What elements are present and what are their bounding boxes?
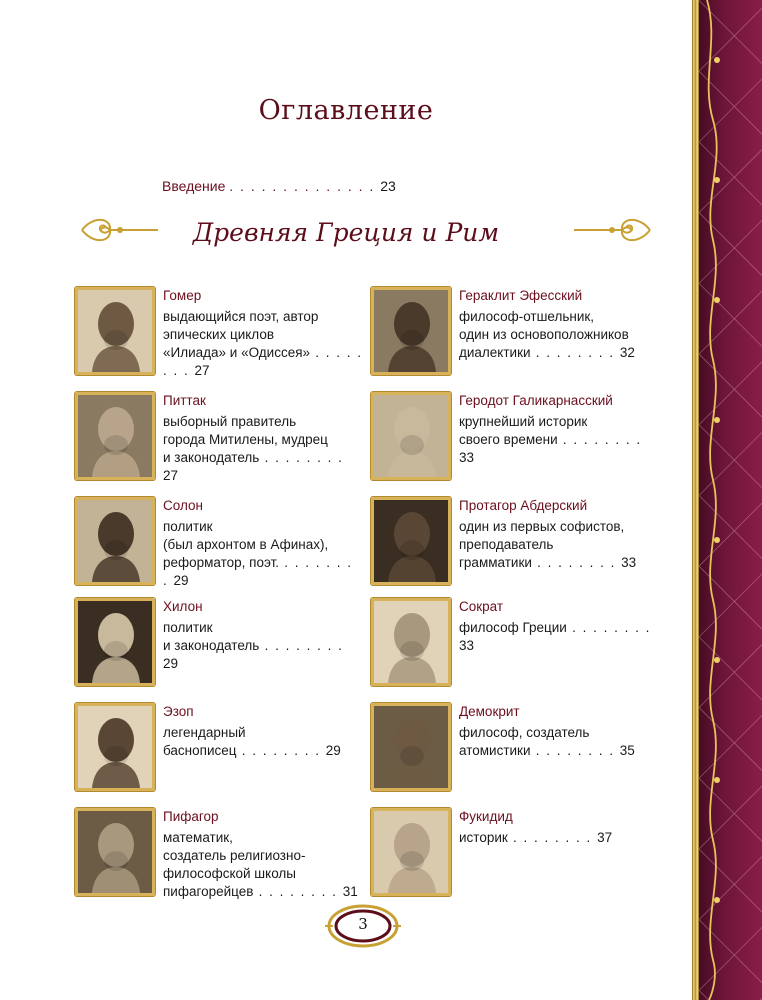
- entry-text: [459, 287, 659, 362]
- dot-leader: . . . . . . . .: [507, 830, 598, 845]
- entry-name: Сократ: [459, 599, 504, 614]
- entry-name: Солон: [163, 498, 203, 513]
- entry-page-number: 33: [459, 450, 475, 465]
- entry-text: [459, 497, 659, 572]
- entry-description-text: крупнейший историк своего времени: [459, 414, 588, 447]
- intro-label: Введение: [162, 178, 226, 194]
- toc-entry[interactable]: [75, 287, 365, 392]
- toc-entry[interactable]: [75, 392, 365, 497]
- entry-text: [459, 598, 659, 655]
- portrait-image: [75, 808, 155, 896]
- portrait-image: [371, 392, 451, 480]
- entry-description-text: философ Греции: [459, 620, 567, 635]
- entry-page-number: 32: [619, 345, 635, 360]
- entry-page-number: 27: [163, 468, 179, 483]
- entry-description: [459, 308, 659, 362]
- portrait-image: [75, 392, 155, 480]
- entry-text: [163, 392, 363, 485]
- entry-page-number: 27: [194, 363, 210, 378]
- entry-page-number: 37: [597, 830, 613, 845]
- entry-description-text: историк: [459, 830, 508, 845]
- entry-description: [163, 308, 363, 380]
- entry-text: [459, 703, 659, 760]
- portrait-image: [371, 703, 451, 791]
- dot-leader: . . . . . . . .: [253, 884, 343, 899]
- entry-name: Фукидид: [459, 809, 513, 824]
- entry-description-text: философ, создатель атомистики: [459, 725, 590, 758]
- toc-entry[interactable]: [371, 598, 661, 703]
- toc-entry[interactable]: [75, 808, 365, 913]
- entry-name: Гомер: [163, 288, 202, 303]
- entry-page-number: 29: [325, 743, 341, 758]
- portrait-image: [75, 598, 155, 686]
- entry-text: [163, 497, 363, 590]
- portrait-image: [371, 287, 451, 375]
- entry-name: Хилон: [163, 599, 203, 614]
- toc-entry[interactable]: [75, 703, 365, 808]
- portrait-image: [371, 497, 451, 585]
- entry-text: [163, 808, 363, 901]
- entry-page-number: 33: [459, 638, 475, 653]
- entry-page-number: 29: [173, 573, 189, 588]
- portrait-image: [75, 497, 155, 585]
- entry-description-text: философ-отшельник, один из основоположников диалектики: [459, 309, 629, 360]
- intro-page-number: 23: [380, 178, 396, 194]
- entry-page-number: 29: [163, 656, 179, 671]
- lattice-pattern-icon: [699, 0, 762, 1000]
- entry-description: [459, 413, 659, 467]
- entry-name: Демокрит: [459, 704, 520, 719]
- dot-leader: . . . . . . . . . . . . . .: [229, 178, 381, 194]
- entry-text: [163, 703, 363, 760]
- entry-description: [163, 518, 363, 590]
- entry-description: [459, 829, 659, 847]
- entry-text: [163, 287, 363, 380]
- dot-leader: . . . . . . . .: [566, 620, 651, 635]
- portrait-image: [371, 598, 451, 686]
- portrait-image: [371, 808, 451, 896]
- toc-entry[interactable]: [371, 392, 661, 497]
- dot-leader: . . . . . . . .: [531, 555, 622, 570]
- dot-leader: . . . . . . . .: [557, 432, 642, 447]
- entry-description: [163, 413, 363, 485]
- dot-leader: . . . . . . . .: [236, 743, 326, 758]
- toc-entry[interactable]: [371, 703, 661, 808]
- entry-text: [163, 598, 363, 673]
- entry-name: Протагор Абдерский: [459, 498, 588, 513]
- decorative-side-band: [692, 0, 762, 1000]
- dot-leader: . . . . . . . .: [259, 450, 344, 465]
- dot-leader: . . . . . . . .: [259, 638, 344, 653]
- gold-border: [692, 0, 699, 1000]
- entry-name: Питтак: [163, 393, 206, 408]
- entry-description-text: один из первых софистов, преподаватель грамматики: [459, 519, 625, 570]
- portrait-image: [75, 287, 155, 375]
- page-number: 3: [358, 915, 368, 933]
- entry-description: [459, 724, 659, 760]
- entry-description-text: выдающийся поэт, автор эпических циклов «Илиада» и «Одиссея»: [163, 309, 319, 360]
- toc-entry[interactable]: [371, 287, 661, 392]
- entry-description: [163, 619, 363, 673]
- entry-description-text: выборный правитель города Митилены, мудрец и законодатель: [163, 414, 328, 465]
- entry-page-number: 31: [342, 884, 358, 899]
- entry-description: [459, 619, 659, 655]
- dot-leader: . . . . . . . .: [530, 345, 620, 360]
- intro-entry[interactable]: [162, 178, 396, 194]
- page-number-badge: [323, 903, 403, 949]
- page-title: Оглавление: [258, 95, 434, 126]
- toc-entry[interactable]: [75, 497, 365, 602]
- section-title: Древняя Греция и Рим: [192, 218, 500, 247]
- entry-description: [459, 518, 659, 572]
- entry-description-text: математик, создатель религиозно- философской школы пифагорейцев: [163, 830, 306, 899]
- dot-leader: . . . . . . . .: [163, 555, 353, 588]
- entry-name: Гераклит Эфесский: [459, 288, 583, 303]
- portrait-image: [75, 703, 155, 791]
- dot-leader: . . . . . . . .: [163, 345, 363, 378]
- entry-description-text: легендарный баснописец: [163, 725, 246, 758]
- entry-name: Геродот Галикарнасский: [459, 393, 613, 408]
- entry-name: Пифагор: [163, 809, 219, 824]
- entry-page-number: 35: [619, 743, 635, 758]
- toc-entry[interactable]: [75, 598, 365, 703]
- dot-leader: . . . . . . . .: [530, 743, 620, 758]
- toc-entry[interactable]: [371, 808, 661, 913]
- entry-description-text: политик (был архонтом в Афинах), реформатор, поэт.: [163, 519, 329, 570]
- toc-entry[interactable]: [371, 497, 661, 602]
- entry-text: [459, 392, 659, 467]
- entry-description-text: политик и законодатель: [163, 620, 260, 653]
- entry-name: Эзоп: [163, 704, 194, 719]
- entry-text: [459, 808, 659, 847]
- entry-page-number: 33: [621, 555, 637, 570]
- entry-description: [163, 829, 363, 901]
- entry-description: [163, 724, 363, 760]
